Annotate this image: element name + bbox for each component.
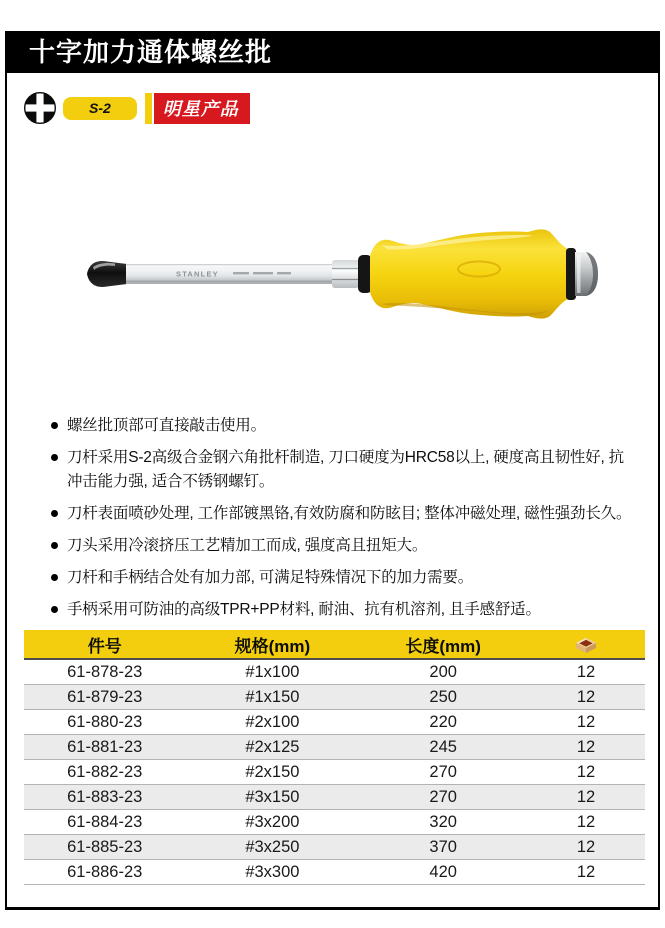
phillips-cross-icon: [24, 92, 56, 124]
cell-part-no: 61-878-23: [24, 659, 185, 685]
cell-part-no: 61-883-23: [24, 785, 185, 810]
cell-length: 245: [359, 735, 527, 760]
cell-pack-qty: 12: [527, 710, 645, 735]
cell-spec: #2x125: [185, 735, 359, 760]
cell-part-no: 61-884-23: [24, 810, 185, 835]
feature-item: 螺丝批顶部可直接敲击使用。: [50, 414, 637, 438]
catalog-page: [5, 31, 660, 910]
cell-part-no: 61-886-23: [24, 860, 185, 885]
star-badge-label: 明星产品: [162, 99, 239, 119]
cell-length: 220: [359, 710, 527, 735]
cell-pack-qty: 12: [527, 659, 645, 685]
star-badge-red-box: [154, 93, 250, 124]
cell-length: 420: [359, 860, 527, 885]
cell-pack-qty: 12: [527, 860, 645, 885]
cell-pack-qty: 12: [527, 835, 645, 860]
spec-table-header-row: [24, 630, 645, 659]
badge-row: [24, 92, 641, 124]
cell-spec: #3x200: [185, 810, 359, 835]
star-product-badge: [145, 93, 250, 124]
spec-table-row: [24, 760, 645, 785]
cell-part-no: 61-880-23: [24, 710, 185, 735]
cell-spec: #2x100: [185, 710, 359, 735]
spec-table-row: [24, 659, 645, 685]
spec-table-row: [24, 735, 645, 760]
spec-table: [24, 630, 645, 885]
spec-table-row: [24, 685, 645, 710]
shaft-brand-text: STANLEY: [176, 269, 219, 279]
col-header-length: 长度(mm): [359, 630, 527, 659]
material-badge: [63, 97, 137, 120]
cell-spec: #3x250: [185, 835, 359, 860]
cell-length: 320: [359, 810, 527, 835]
spec-table-row: [24, 860, 645, 885]
cell-part-no: 61-881-23: [24, 735, 185, 760]
cell-part-no: 61-882-23: [24, 760, 185, 785]
cell-pack-qty: 12: [527, 735, 645, 760]
cell-part-no: 61-885-23: [24, 835, 185, 860]
star-badge-accent-bar: [145, 93, 152, 124]
cell-part-no: 61-879-23: [24, 685, 185, 710]
feature-item: 刀杆表面喷砂处理, 工作部镀黑铬,有效防腐和防眩目; 整体冲磁处理, 磁性强劲长久。: [50, 502, 637, 526]
carton-box-icon: [574, 636, 598, 654]
spec-table-row: [24, 710, 645, 735]
cell-length: 370: [359, 835, 527, 860]
cell-pack-qty: 12: [527, 760, 645, 785]
cell-pack-qty: 12: [527, 810, 645, 835]
cell-spec: #3x150: [185, 785, 359, 810]
spec-table-row: [24, 835, 645, 860]
col-header-spec: 规格(mm): [185, 630, 359, 659]
page-title: 十字加力通体螺丝批: [29, 37, 273, 67]
feature-item: 手柄采用可防油的高级TPR+PP材料, 耐油、抗有机溶剂, 且手感舒适。: [50, 598, 637, 622]
cell-length: 270: [359, 785, 527, 810]
feature-item: 刀杆和手柄结合处有加力部, 可满足特殊情况下的加力需要。: [50, 566, 637, 590]
title-bar: [7, 31, 658, 73]
material-badge-label: S-2: [89, 100, 111, 116]
page-content: [7, 92, 658, 885]
cell-pack-qty: 12: [527, 685, 645, 710]
cell-spec: #1x100: [185, 659, 359, 685]
cell-spec: #3x300: [185, 860, 359, 885]
feature-item: 刀头采用冷滚挤压工艺精加工而成, 强度高且扭矩大。: [50, 534, 637, 558]
cell-spec: #2x150: [185, 760, 359, 785]
product-image-screwdriver: [81, 212, 601, 360]
col-header-part-no: 件号: [24, 630, 185, 659]
col-header-pack-qty: [527, 630, 645, 659]
spec-table-row: [24, 810, 645, 835]
shaft-print-marks: [233, 272, 291, 274]
feature-list: [24, 414, 641, 622]
cell-length: 200: [359, 659, 527, 685]
spec-table-row: [24, 785, 645, 810]
cell-pack-qty: 12: [527, 785, 645, 810]
cell-length: 250: [359, 685, 527, 710]
cell-spec: #1x150: [185, 685, 359, 710]
feature-item: 刀杆采用S-2高级合金钢六角批杆制造, 刀口硬度为HRC58以上, 硬度高且韧性好, 抗冲击能力强, 适合不锈钢螺钉。: [50, 446, 637, 494]
cell-length: 270: [359, 760, 527, 785]
